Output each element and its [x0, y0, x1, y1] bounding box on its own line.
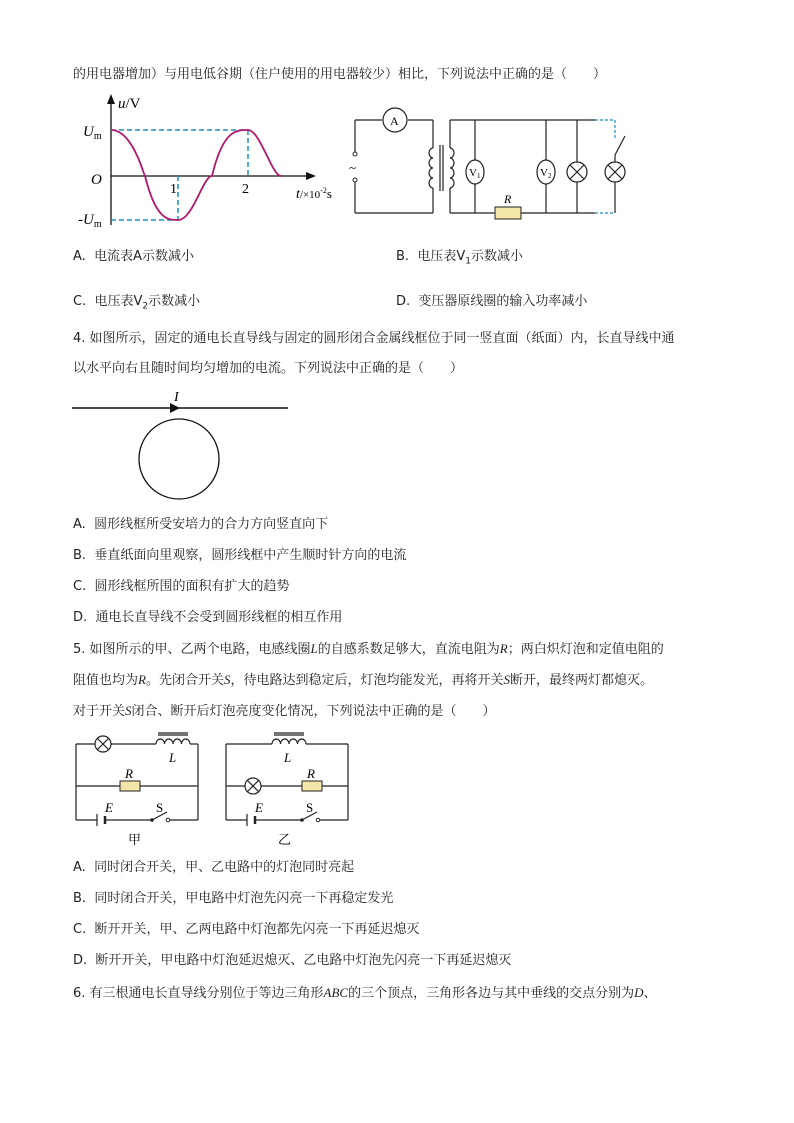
origin-label: O	[91, 172, 102, 188]
q5-option-a: A. 同时闭合开关，甲、乙电路中的灯泡同时亮起	[73, 860, 355, 875]
yi-E-label: E	[255, 800, 263, 815]
current-label: I	[174, 390, 179, 405]
q3-option-d: D. 变压器原线圈的输入功率减小	[396, 294, 588, 309]
x-axis-label: $t/\times 10^{-2}s$	[296, 186, 332, 202]
q4-option-d: D. 通电长直导线不会受到圆形线框的相互作用	[73, 610, 343, 625]
q5-stem-line3: 对于开关S闭合、断开后灯泡亮度变化情况，下列说法中正确的是（ ）	[73, 703, 496, 719]
q3-transformer-circuit	[345, 100, 635, 225]
q5-stem-line2: 阻值也均为R。先闭合开关S，待电路达到稳定后，灯泡均能发光，再将开关S断开，最终两灯都熄灭。	[73, 672, 654, 688]
q3-stem-tail: 的用电器增加）与用电低谷期（住户使用的用电器较少）相比，下列说法中正确的是（ ）	[73, 67, 607, 82]
jia-caption: 甲	[128, 832, 142, 847]
q3-voltage-graph	[78, 90, 363, 235]
yi-S-label: S	[306, 800, 314, 815]
neg-um-label: $-U_m$	[78, 212, 102, 230]
q3-option-b: B. 电压表$V_1$示数减小	[396, 249, 523, 267]
q5-circuit-jia	[68, 732, 203, 850]
q6-stem: 6. 有三根通电长直导线分别位于等边三角形ABC的三个顶点，三角形各边与其中垂线的交点分别为D、	[73, 985, 657, 1001]
ammeter-label: A	[390, 114, 399, 128]
yi-L-label: L	[284, 750, 292, 765]
q4-stem-line2: 以水平向右且随时间均匀增加的电流。下列说法中正确的是（ ）	[73, 361, 464, 376]
v1-label: V1	[469, 167, 481, 180]
resistor-label: R	[504, 192, 512, 206]
yi-caption: 乙	[278, 832, 292, 847]
q5-circuit-yi	[218, 732, 353, 850]
q4-option-a: A. 圆形线框所受安培力的合力方向竖直向下	[73, 517, 329, 532]
q5-option-b: B. 同时闭合开关，甲电路中灯泡先闪亮一下再稳定发光	[73, 891, 394, 906]
ac-source-symbol: ~	[349, 160, 357, 175]
tick-2: 2	[242, 182, 249, 197]
jia-E-label: E	[105, 800, 113, 815]
q3-option-a: A. 电流表A示数减小	[73, 249, 194, 264]
q4-option-b: B. 垂直纸面向里观察，圆形线框中产生顺时针方向的电流	[73, 548, 407, 563]
q5-stem-line1: 5. 如图所示的甲、乙两个电路，电感线圈L的自感系数足够大，直流电阻为R；两白炽灯泡和定值电阻的	[73, 641, 664, 657]
q4-stem-line1: 4. 如图所示，固定的通电长直导线与固定的圆形闭合金属线框位于同一竖直面（纸面）内，长直导线中通	[73, 331, 675, 346]
jia-L-label: L	[169, 750, 177, 765]
um-label: $U_m$	[83, 124, 102, 142]
y-axis-label: u/V	[118, 96, 141, 112]
jia-S-label: S	[156, 800, 164, 815]
q4-option-c: C. 圆形线框所围的面积有扩大的趋势	[73, 579, 290, 594]
q3-option-c: C. 电压表$V_2$示数减小	[73, 294, 201, 312]
yi-R-label: R	[307, 766, 315, 781]
jia-R-label: R	[125, 766, 133, 781]
q4-wire-loop-diagram	[70, 388, 300, 506]
q5-option-d: D. 断开开关，甲电路中灯泡延迟熄灭、乙电路中灯泡先闪亮一下再延迟熄灭	[73, 953, 512, 968]
tick-1: 1	[170, 182, 177, 197]
q5-option-c: C. 断开开关，甲、乙两电路中灯泡都先闪亮一下再延迟熄灭	[73, 922, 420, 937]
v2-label: V2	[540, 167, 552, 180]
